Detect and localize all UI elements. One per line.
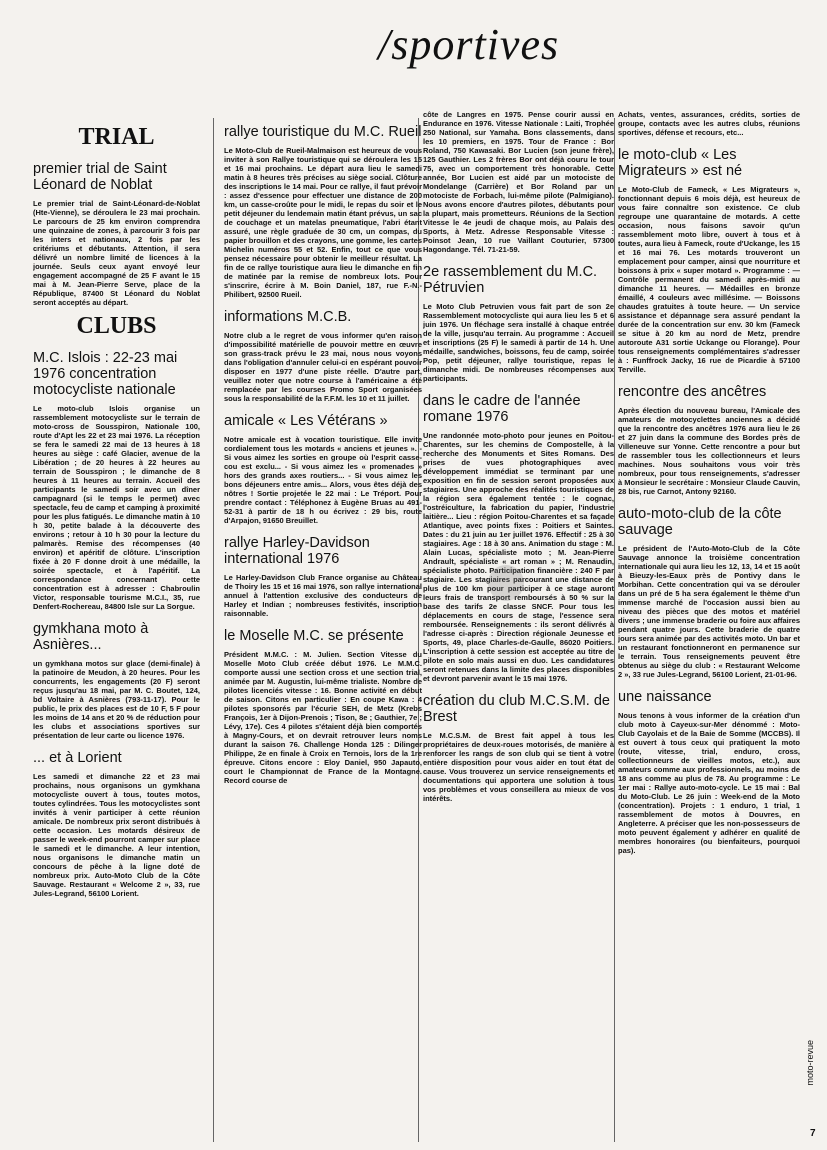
article-body: Le premier trial de Saint-Léonard-de-Noblat (Hte-Vienne), se déroulera le 23 mai prochain. Le parcours de 25 km environ comprendra une quinzaine de zones, à parcourir 3 fois par les inters et nationaux, 2 fois par les critériums et débutants. Attention, il sera délivré un nombre limité de licences à la journée. Seuls ceux ayant envoyé leur engagement accompagné de 25 F avant le 15 mai à M. Jean-Pierre Serve, place de la République, 87400 St Léonard du Noblat seront acceptés au départ. (33, 199, 200, 307)
article-title: rallye Harley-Davidson international 1976 (224, 535, 370, 567)
section-heading-trial: TRIAL (78, 124, 155, 150)
article-title: rencontre des ancêtres (618, 384, 767, 400)
article-body: Le Moto-Club de Rueil-Malmaison est heureux de vous inviter à son Rallye touristique qui se déroulera les 15 et 16 mai prochains. Le départ aura lieu le samedi matin à 8 heures très précises au siège social. Clôture des inscriptions le 14 mai. Pour ce rallye, il faut prévoir : assez d'essence pour effectuer une distance de 200 km, un casse-croûte pour le midi, le repas du soir et le petit déjeuner du lendemain matin étant prévus, un sac de couchage et un matelas pneumatique, l'abri étant assuré, une règle graduée de 30 cm, un compas, du papier brouillon et des crayons, une gomme, les cartes Michelin numéros 55 et 52. Enfin, tout ce que vous pensez nécessaire pour obtenir le meilleur résultat. La fin de ce rallye touristique aura lieu le dimanche en fin de matinée par la remise de nombreux lots. Pour s'inscrire, écrire à M. Boin Daniel, 187, rue F.-N.-Philibert, 92500 Rueil. (224, 146, 422, 299)
article-body: Les samedi et dimanche 22 et 23 mai prochains, nous organisons un gymkhana motocycliste ouvert à tous, toutes motos, toutes cylindrées. Tous les motocyclistes sont invités à venir participer à cette réunion amicale. De nombreux prix seront distribués à cette occasion. Les motards désireux de passer le week-end pourront camper sur place le samedi et le dimanche. A leur intention, nous organisons le dimanche matin un concours de pêche à la ligne doté de nombreux prix. Auto-Moto Club de la Côte Sauvage. Restaurant « Welcome 2 », 33, rue Jules-Legrand, 56100 Lorient. (33, 772, 200, 898)
article-title: dans le cadre de l'année romane 1976 (423, 393, 581, 425)
article-title: le moto-club « Les Migrateurs » est né (618, 147, 743, 179)
article-body: Notre amicale est à vocation touristique. Elle invite cordialement tous les motards « anciens et jeunes ». - Si vous aimez les sorties en groupe où l'esprit casse-cou est exclu... - Si vous aimez les « promenades » hors des grands axes routiers... - Si vous aimez les bons déjeuners entre amis... Alors, vous êtes déjà des nôtres ! Sortie projetée le 22 mai : Le Tréport. Pour prendre contact : Téléphonez à Eugène Bruas au 491-52-31 à partir de 18 h ou écrivez : 29 bis, route d'Arpajon, 91650 Breuillet. (224, 435, 422, 525)
article-body: Notre club a le regret de vous informer qu'en raison d'impossibilité matérielle de pouvoir mettre en œuvre son grass-track prévu le 23 mai, nous nous voyons dans l'obligation d'annuler celui-ci en espérant pouvoir disposer en 1977 d'une piste réelle. D'autre part, veuillez noter que notre course à l'américaine a été remplacée par les courses Promo Sport organisées sous la responsabilité de la F.F.M. les 10 et 11 juillet. (224, 331, 422, 403)
article-body: un gymkhana motos sur glace (demi-finale) à la patinoire de Meudon, à 20 heures. Pour les concurrents, les engagements (20 F) seront reçus jusqu'au 18 mai, par M. C. Boutet, 124, bd Voltaire à Asnières (793-11-17). Pour le public, le prix des places est de 10 F, 5 F pour les moins de 14 ans et 20 % de réduction pour les clubs et associations sportives sur présentation de leur carte ou licence 1976. (33, 659, 200, 740)
library-stamp (488, 565, 524, 601)
article-title: création du club M.C.S.M. de Brest (423, 693, 610, 725)
article-body: Le président de l'Auto-Moto-Club de la Côte Sauvage annonce la troisième concentration internationale qui aura lieu les 12, 13, 14 et 15 août à Bieuzy-les-Eaux près de Pontivy dans le Morbihan. Cette concentration qui va se dérouler dans un pré de 5 ha sera également le thème d'un immense marché de l'occasion aussi bien au niveau des pièces que des motos et matériel divers ; une immense braderie ou foire aux affaires pendant quatre jours. Cette braderie de quatre jours sera animée par des activités moto. Un bar et un restaurant fonctionneront en permanence sur le terrain. Tous renseignements peuvent être obtenus au siège du club : « Restaurant Welcome 2 », 33 rue Jules-Legrand, 56100 Lorient, 21-01-96. (618, 544, 800, 679)
article-title: ... et à Lorient (33, 750, 122, 766)
article-body: Président M.M.C. : M. Julien. Section Vitesse du Moselle Moto Club créée début 1976. Le M.M.C. comporte aussi une section cross et une section trial, animée par M. Augustin, lui-même trialiste. Nombre de pilotes licenciés vitesse : 16. Bonne activité en début de saison. Citons en particulier : En coupe Kawa : 4 pilotes sponsorés par l'écurie SEH, de Metz (Krebs François, 1er à Dijon-Prenois ; Tison, 8e ; Gauthier, 7e ; Lévy, 17e). Ces 4 pilotes s'étaient déjà bien comportés à Magny-Cours, et on devrait retrouver leurs noms durant la saison 76. Challenge Honda 125 : Dilinger Philippe, 2e en finale à Croix en Ternois, lors de la 1re épreuve. Citons encore : Eloy Daniel, 950 Japauto, court le Championnat de France de la Montagne. Record course de (224, 650, 422, 785)
article-body: Achats, ventes, assurances, crédits, sorties de groupe, contacts avec les autres clubs, réunions sportives, défense et recours, etc... (618, 110, 800, 137)
article-body: Le Harley-Davidson Club France organise au Château de Thoiry les 15 et 16 mai 1976, son rallye international annuel à l'attention exclusive des conducteurs de Harley et Indian ; nombreuses festivités, inscription raisonnable. (224, 573, 422, 618)
article-title: M.C. Islois : 22-23 mai 1976 concentration motocycliste nationale (33, 350, 178, 398)
section-heading-clubs: CLUBS (76, 313, 157, 339)
article-body: Une randonnée moto-photo pour jeunes en Poitou-Charentes, sur les chemins de Compostelle, à la recherche des Monuments et Sites Romans. Des prises de vues photographiques avec développement immédiat se terminant par une exposition en fin de session seront proposées aux stagiaires. Une approche des réalités touristiques de la région sera également tentée : le cognac, l'ostréiculture, la fabrication du papier, l'industrie laitière... Lieu : région Poitou-Charentes et sa façade Atlantique, avec points fixes : Poitiers et Saintes. Dates : du 21 juin au 1er juillet 1976. Effectif : 25 à 30 stagiaires. Age : 18 à 30 ans. Animation du stage : M. Alain Lucas, spécialiste moto ; M. Jean-Pierre Andrault, spécialiste « art roman » ; M. Renaudin, spécialiste photo. Participation financière : 240 F par stagiaire. Les stagiaires parcourant une distance de plus de 100 km pour participer à ce stage auront leurs frais de transport remboursés à 50 % sur la base des tarifs 2e classe SNCF. Pour tous les déplacements en cours de stage, l'essence sera remboursée. Renseignements : ils seront délivrés à l'adresse ci-après : Direction régionale Jeunesse et Sports, 49, place Charles-de-Gaulle, 86020 Poitiers. L'inscription à cette session est acceptée au titre de pilote en solo mais aussi en duo. Les candidatures seront retenues dans la limite des places disponibles et devront parvenir avant le 15 mai 1976. (423, 431, 614, 683)
article-body: Le M.C.S.M. de Brest fait appel à tous les propriétaires de deux-roues motorisés, de manière à renforcer les rangs de son club qui se tient à votre entière disposition pour vous aider en tout état de cause. Vous trouverez un service renseignements et documentations qui apportera une solution à tous vos problèmes et vous conseillera au mieux de vos intérêts. (423, 731, 614, 803)
article-title: une naissance (618, 689, 712, 705)
publication-name: moto-revue (805, 1040, 815, 1086)
column-3 (423, 110, 614, 1146)
article-title: le Moselle M.C. se présente (224, 628, 404, 644)
article-body: Le Moto Club Petruvien vous fait part de son 2e Rassemblement motocycliste qui aura lieu les 5 et 6 juin 1976. Un fléchage sera installé à chaque entrée de la ville, jusqu'au terrain. Au programme : Accueil et inscriptions (25 F) le samedi à partir de 14 h. Une médaille, sandwiches, boissons, feu de camp, soirée Pop, petit déjeuner, rallye touristique, repas le dimanche midi. De nombreuses récompenses aux participants. (423, 302, 614, 383)
article-body: Après élection du nouveau bureau, l'Amicale des amateurs de motocyclettes anciennes a décidé que la rencontre des ancêtres 1976 aura lieu le 26 et 27 juin dans la commune des Bordes près de Villeneuve sur Yonne. Cette rencontre a pour but de rassembler tous les collectionneurs et leurs machines. Nous souhaitons vous voir très nombreux, pour tous renseignements, s'adresser à Monsieur le secrétaire : Monsieur Claude Cauvin, 28 bis, rue Carnot, Antony 92160. (618, 406, 800, 496)
article-title: informations M.C.B. (224, 309, 352, 325)
column-2 (224, 118, 422, 1146)
article-title: rallye touristique du M.C. Rueil (224, 124, 422, 140)
article-body: Le moto-club Islois organise un rassemblement motocycliste sur le terrain de moto-cross de Sousspiron, Nationale 100, route d'Apt les 22 et 23 mai 1976. La réception se fera le samedi 22 mai de 13 heures à 18 heures au siège : café Glacier, avenue de la Libération ; de 20 heures à 22 heures au terrain de Sousspiron ; le dimanche de 8 heures à 11 heures au terrain. Accueil des participants le samedi soir avec un dîner campagnard (si le temps le permet) avec spectacle, feu de camp et camping à proximité pour les plus fatigués. Le dimanche matin à 10 h 30, petite balade à la découverte des environs ; retour à 10 h 30 pour la lecture du palmarès. Remise des récompenses (40 environ) et apéritif de clôture. L'inscription fixée à 20 F donne droit à une médaille, la soirée spectacle, et à l'apéritif. La correspondance concernant cette concentration est à adresser : Chabroulin Victor, responsable tourisme M.C.I., 35, rue Denfert-Rochereau, 84800 Isle sur La Sorgue. (33, 404, 200, 611)
column-1 (33, 118, 200, 1146)
article-title: amicale « Les Vétérans » (224, 413, 388, 429)
article-body: Le Moto-Club de Fameck, « Les Migrateurs », fonctionnant depuis 6 mois déjà, est heureux de vous faire connaître son existence. Ce club regroupe une quarantaine de motards. A cette occasion, nous faisons savoir qu'un rassemblement moto libre, ouvert à tous et à toutes, aura lieu à Fameck, route d'Uckange, les 15 et 16 mai 76. Les motards trouveront un emplacement pour camper, ainsi que nourriture et boissons à prix « super motard ». Programme : — Contrôle permanent du samedi après-midi au dimanche 11 heures. — Médailles en bronze émaillé, 4 couleurs avec millésime. — Boissons chaudes gratuites à toute heure. — Un service assistance et dépannage sera assuré pendant la durée de la concentration sur env. 30 km (Fameck se situe à 20 km au nord de Metz, prendre autoroute A31 sortie Uckange ou Florange). Pour tous renseignements complémentaires s'adresser à : Funffrock Jacky, 16 rue de Picardie à 57100 Terville. (618, 185, 800, 374)
article-title: premier trial de Saint Léonard de Noblat (33, 161, 167, 193)
article-body: Nous tenons à vous informer de la création d'un club moto à Cayeux-sur-Mer dénommé : Moto-Club Cayolais et de la Baie de Somme (MCCBS). Il est ouvert à tous ceux qui pratiquent la moto (route, vitesse, trial, enduro, cross, collectionneurs de vieilles motos, etc.), aux amateurs comme aux professionnels, au moins de 18 ans comme au plus de 78. Au programme : Le 1er mai : Rallye auto-moto-cycle. Le 15 mai : Bal du Moto-Club. Le 26 juin : Week-end de la Moto (concentration). Projets : 1 enduro, 1 trial, 1 rassemblement de motos à Douvres, en Angleterre. A préciser que les non-possesseurs de moto peuvent également y adhérer en qualité de membres honoraires (ou bienfaiteurs, pourquoi pas). (618, 711, 800, 855)
article-body: côte de Langres en 1975. Pense courir aussi en Endurance en 1976. Vitesse Nationale : Laiti, Trophée 250 National, sur Yamaha. Bons classements, dans les 10 premiers, en 1975. Tour de France : Bor Roland, 750 Kawasaki. Bor Lucien (son jeune frère), 125 Gauthier. Les 2 frères Bor ont déjà couru le tour 75, avec un comportement très honorable. Cette année, Bor Lucien est aidé par un motociste de Mondelange (Carrière) et Bor Roland par un motociste de Forbach, lui-même pilote (Palmigiano). Nous avons encore d'autres pilotes, débutants pour la plupart, mais prometteurs. Réunions de la Section Vitesse le 4e jeudi de chaque mois, au Palais des Sports, à Metz. Adresse Responsable Vitesse : Poinsot Jean, 10 rue Vaillant Couturier, 57300 Hagondange. Tél. 71-21-59. (423, 110, 614, 254)
page-number: 7 (810, 1128, 816, 1139)
masthead-title: /sportives (378, 20, 560, 69)
article-title: 2e rassemblement du M.C. Pétruvien (423, 264, 598, 296)
column-divider (614, 118, 615, 1142)
column-divider (213, 118, 214, 1142)
column-4 (618, 110, 800, 1146)
article-title: gymkhana moto à Asnières... (33, 621, 149, 653)
article-title: auto-moto-club de la côte sauvage (618, 506, 782, 538)
